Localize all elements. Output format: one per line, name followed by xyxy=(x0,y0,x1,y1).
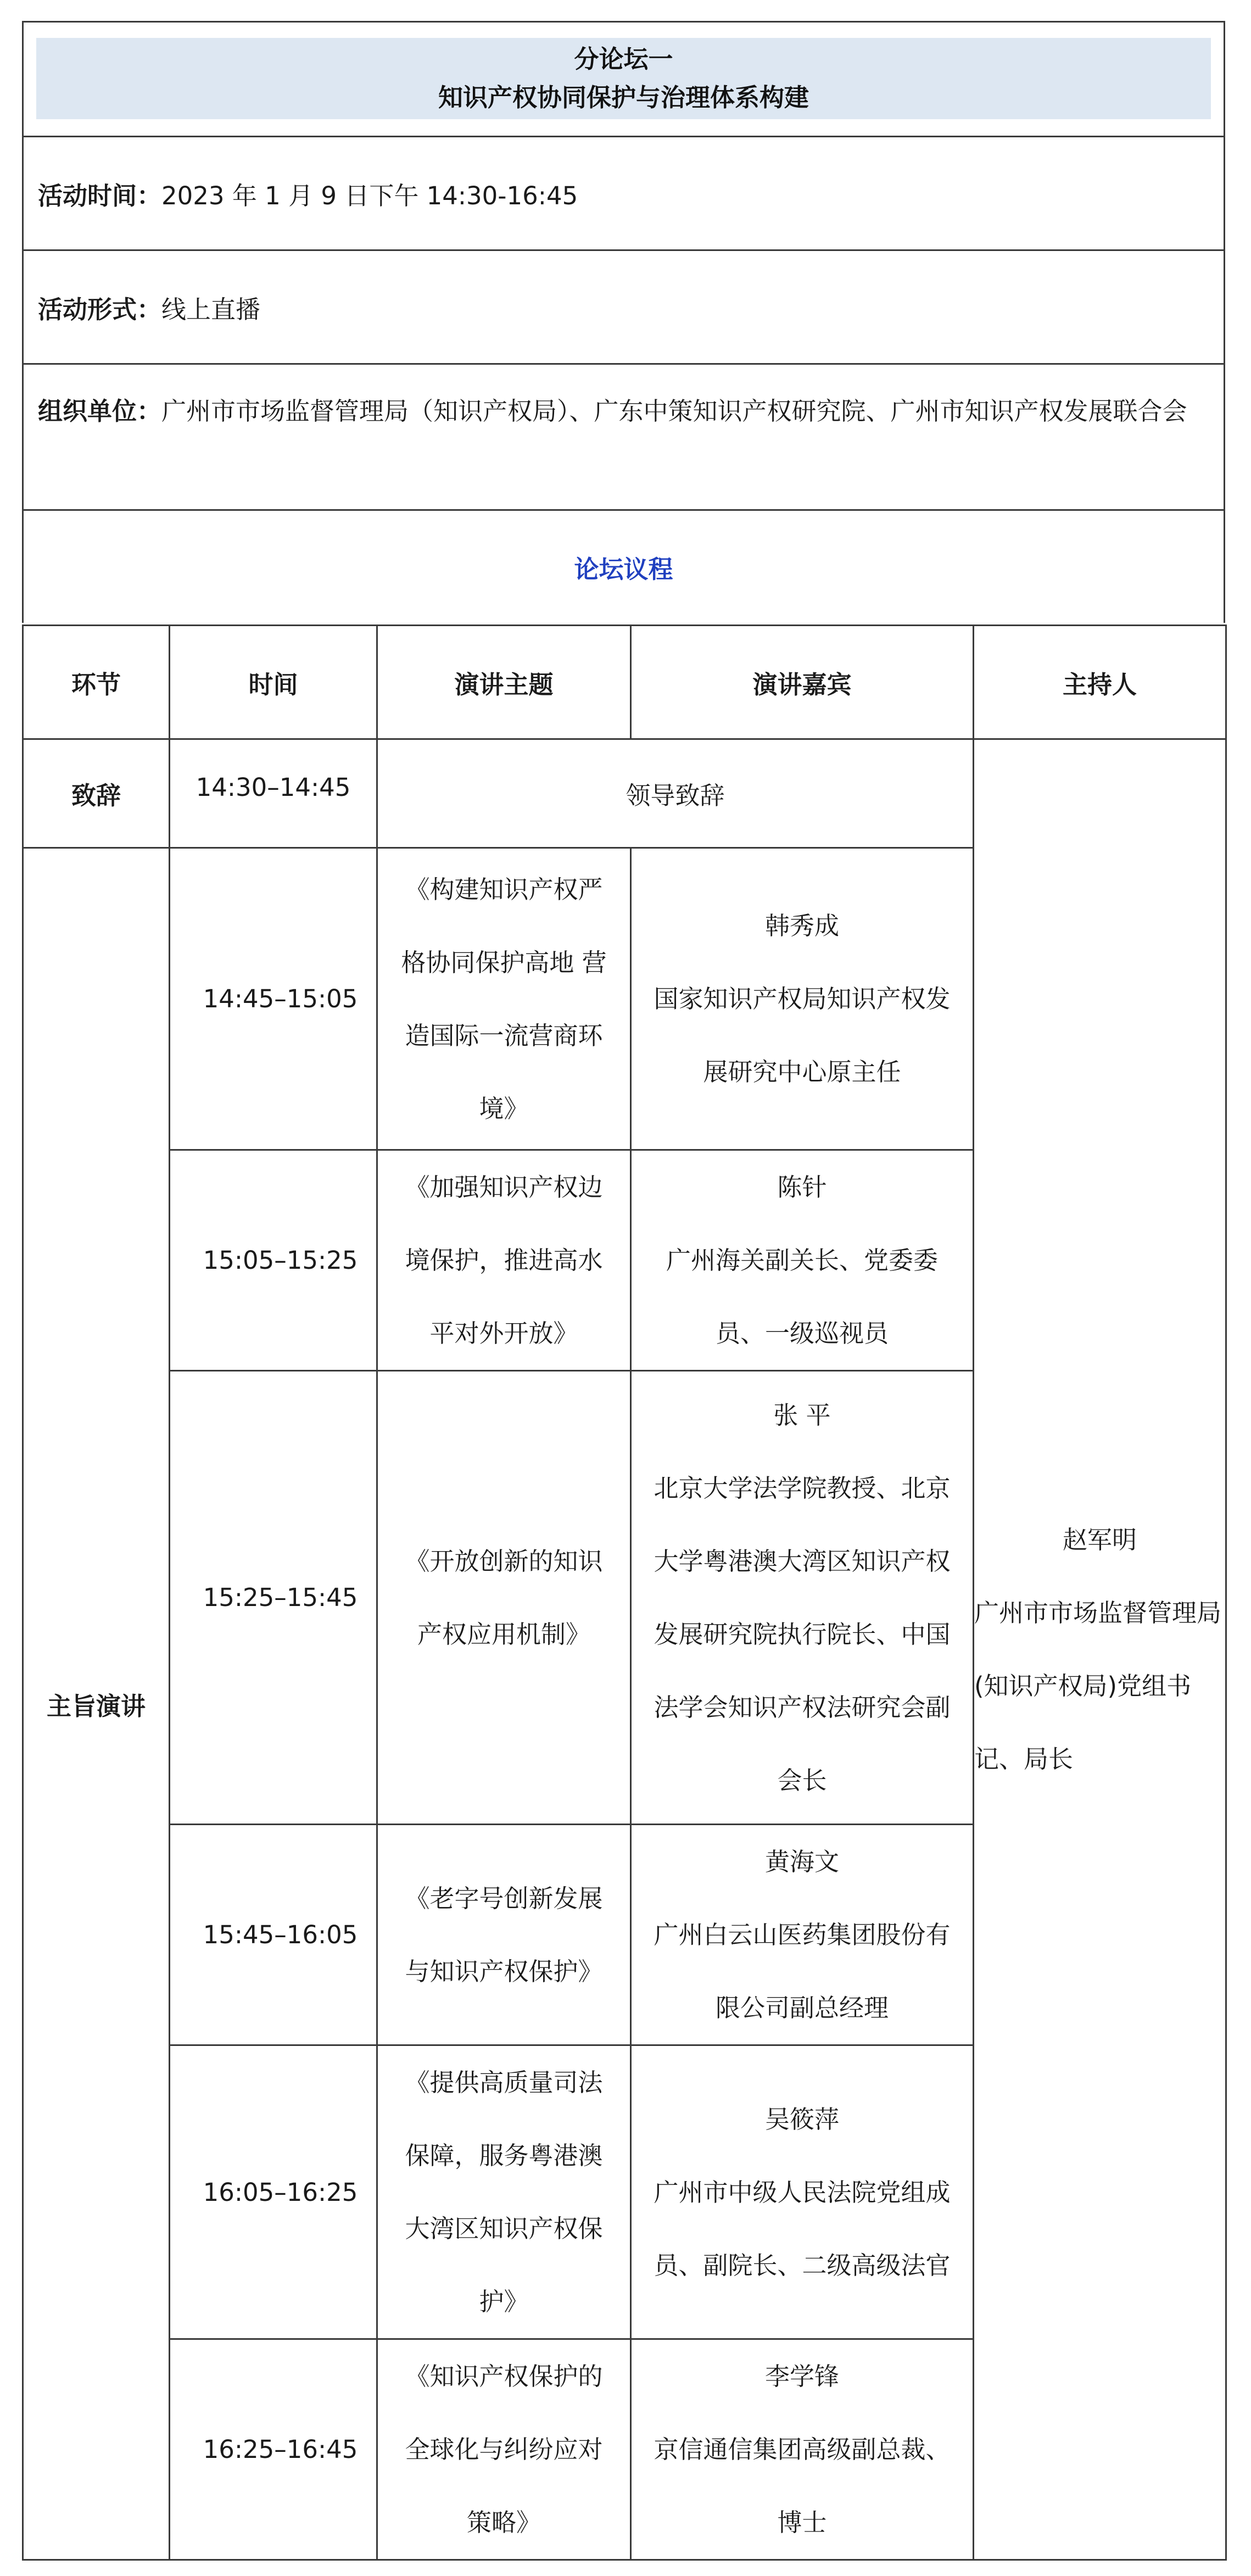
opening-row xyxy=(23,739,1226,848)
header-host: 主持人 xyxy=(974,626,1226,739)
talk-topic: 《老字号创新发展与知识产权保护》 xyxy=(377,1825,631,2045)
speaker-title: 京信通信集团高级副总裁、博士 xyxy=(654,2435,951,2537)
opening-content: 领导致辞 xyxy=(377,739,974,848)
forum-theme: 知识产权协同保护与治理体系构建 xyxy=(438,83,809,112)
talk-speaker-cell xyxy=(631,1825,974,2045)
speaker-name: 李学锋 xyxy=(764,2362,839,2391)
organizer-value: 广州市市场监督管理局（知识产权局）、广东中策知识产权研究院、广州市知识产权发展联合会 xyxy=(161,397,1187,426)
talk-time: 15:45–16:05 xyxy=(170,1825,377,2045)
title-section xyxy=(22,21,1225,136)
talk-speaker-cell xyxy=(631,1371,974,1825)
header-speaker: 演讲嘉宾 xyxy=(631,626,974,739)
talk-topic: 《知识产权保护的全球化与纠纷应对策略》 xyxy=(377,2339,631,2560)
speaker-title: 广州市中级人民法院党组成员、副院长、二级高级法官 xyxy=(654,2177,951,2280)
organizer-label: 组织单位： xyxy=(38,397,162,426)
event-format-value: 线上直播 xyxy=(161,294,261,324)
talk-speaker-cell xyxy=(631,2339,974,2560)
speaker-name: 陈针 xyxy=(777,1173,827,1202)
talk-speaker-cell xyxy=(631,848,974,1150)
event-time-value: 2023 年 1 月 9 日下午 14:30-16:45 xyxy=(161,181,578,210)
host-cell xyxy=(974,739,1226,2560)
speaker-name: 黄海文 xyxy=(764,1847,839,1876)
talk-time: 14:45–15:05 xyxy=(170,848,377,1150)
speaker-name: 吴筱萍 xyxy=(764,2104,839,2134)
talk-topic: 《提供高质量司法保障，服务粤港澳大湾区知识产权保护》 xyxy=(377,2045,631,2339)
event-time-row xyxy=(22,136,1225,249)
talk-speaker-cell xyxy=(631,2045,974,2339)
header-topic: 演讲主题 xyxy=(377,626,631,739)
forum-document xyxy=(22,21,1225,623)
table-header-row xyxy=(23,626,1226,739)
event-format-row xyxy=(22,249,1225,363)
title-banner xyxy=(36,38,1211,119)
speaker-title: 广州白云山医药集团股份有限公司副总经理 xyxy=(654,1920,951,2022)
host-name: 赵军明 xyxy=(1062,1525,1137,1554)
organizer-row xyxy=(22,363,1225,509)
talk-time: 15:25–15:45 xyxy=(170,1371,377,1825)
talk-time: 15:05–15:25 xyxy=(170,1150,377,1371)
agenda-table xyxy=(22,625,1227,2561)
agenda-title: 论坛议程 xyxy=(22,509,1225,623)
opening-time: 14:30–14:45 xyxy=(170,739,377,848)
header-segment: 环节 xyxy=(23,626,170,739)
talk-topic: 《构建知识产权严格协同保护高地 营造国际一流营商环境》 xyxy=(377,848,631,1150)
opening-segment: 致辞 xyxy=(23,739,170,848)
talk-time: 16:05–16:25 xyxy=(170,2045,377,2339)
header-time: 时间 xyxy=(170,626,377,739)
host-title: 广州市市场监督管理局(知识产权局)党组书记、局长 xyxy=(974,1598,1222,1774)
talk-time: 16:25–16:45 xyxy=(170,2339,377,2560)
keynote-segment: 主旨演讲 xyxy=(23,848,170,2560)
speaker-name: 张 平 xyxy=(773,1400,831,1430)
talk-speaker-cell xyxy=(631,1150,974,1371)
event-time-label: 活动时间： xyxy=(38,181,162,210)
speaker-name: 韩秀成 xyxy=(764,911,839,940)
event-format-label: 活动形式： xyxy=(38,294,162,324)
speaker-title: 北京大学法学院教授、北京大学粤港澳大湾区知识产权发展研究院执行院长、中国法学会知识产权法研究会副会长 xyxy=(654,1473,951,1795)
talk-topic: 《开放创新的知识产权应用机制》 xyxy=(377,1371,631,1825)
forum-name: 分论坛一 xyxy=(574,44,673,74)
speaker-title: 广州海关副关长、党委委员、一级巡视员 xyxy=(666,1246,938,1348)
talk-topic: 《加强知识产权边境保护，推进高水平对外开放》 xyxy=(377,1150,631,1371)
speaker-title: 国家知识产权局知识产权发展研究中心原主任 xyxy=(654,984,951,1086)
